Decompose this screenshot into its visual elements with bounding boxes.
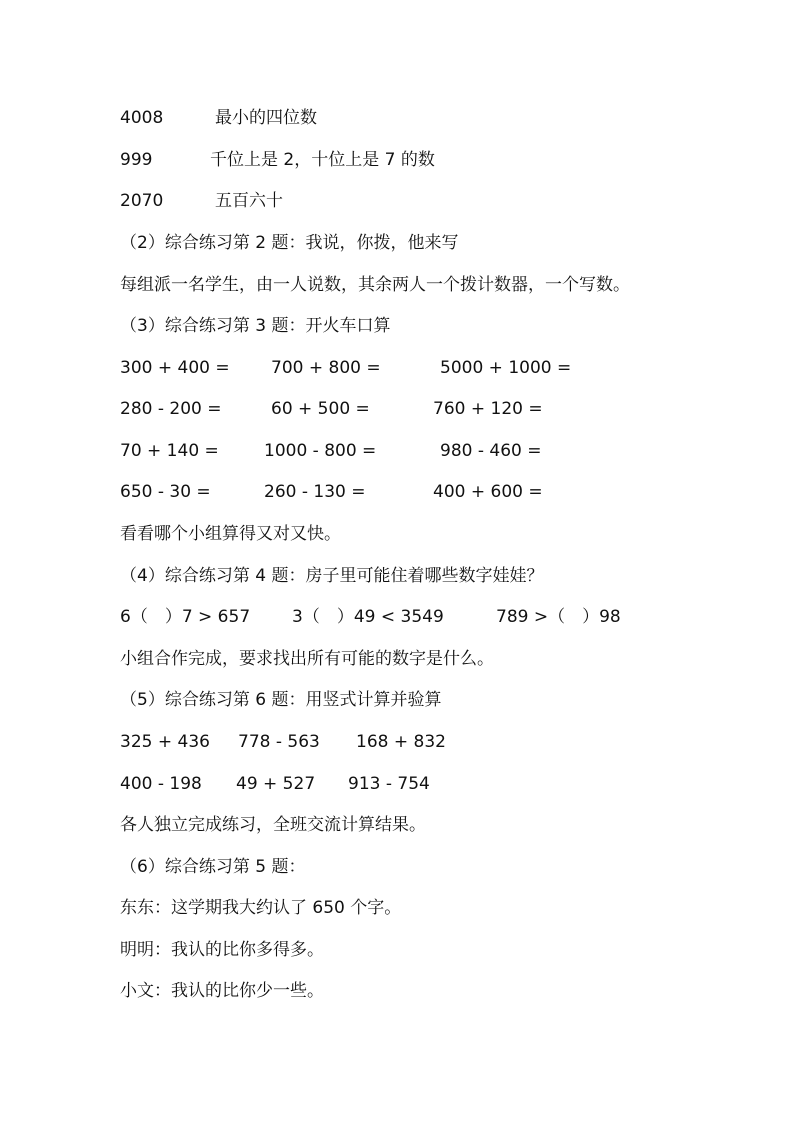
pair-number: 2070 <box>120 191 164 211</box>
oral-calc-item: 980 - 460 = <box>440 441 542 461</box>
vertical-calc-item: 168 + 832 <box>356 732 446 752</box>
section-6-title: （6）综合练习第 5 题： <box>120 857 306 877</box>
oral-calc-item: 650 - 30 = <box>120 482 211 502</box>
section-2-title: （2）综合练习第 2 题：我说，你拨，他来写 <box>120 233 459 253</box>
section-5-note: 各人独立完成练习，全班交流计算结果。 <box>120 815 426 835</box>
vertical-calc-item: 778 - 563 <box>238 732 320 752</box>
oral-calc-item: 400 + 600 = <box>433 482 543 502</box>
oral-calc-item: 5000 + 1000 = <box>440 358 572 378</box>
oral-calc-item: 760 + 120 = <box>433 399 543 419</box>
oral-calc-item: 700 + 800 = <box>271 358 381 378</box>
oral-calc-item: 300 + 400 = <box>120 358 230 378</box>
digit-fill-item: 789 >（ ）98 <box>496 607 621 627</box>
pair-description: 千位上是 2，十位上是 7 的数 <box>210 150 435 170</box>
section-4-title: （4）综合练习第 4 题：房子里可能住着哪些数字娃娃？ <box>120 566 544 586</box>
pair-number: 4008 <box>120 108 164 128</box>
oral-calc-item: 60 + 500 = <box>271 399 370 419</box>
section-4-note: 小组合作完成，要求找出所有可能的数字是什么。 <box>120 649 494 669</box>
pair-description: 最小的四位数 <box>215 108 317 128</box>
pair-description: 五百六十 <box>215 191 283 211</box>
pair-number: 999 <box>120 150 153 170</box>
vertical-calc-item: 400 - 198 <box>120 774 202 794</box>
oral-calc-item: 280 - 200 = <box>120 399 222 419</box>
vertical-calc-item: 325 + 436 <box>120 732 210 752</box>
oral-calc-item: 70 + 140 = <box>120 441 219 461</box>
vertical-calc-item: 49 + 527 <box>236 774 316 794</box>
oral-calc-item: 260 - 130 = <box>264 482 366 502</box>
dialogue-line: 明明：我认的比你多得多。 <box>120 940 324 960</box>
section-3-title: （3）综合练习第 3 题：开火车口算 <box>120 316 391 336</box>
vertical-calc-item: 913 - 754 <box>348 774 430 794</box>
dialogue-line: 小文：我认的比你少一些。 <box>120 981 324 1001</box>
digit-fill-item: 6（ ）7 > 657 <box>120 607 251 627</box>
section-3-note: 看看哪个小组算得又对又快。 <box>120 524 341 544</box>
section-5-title: （5）综合练习第 6 题：用竖式计算并验算 <box>120 690 442 710</box>
oral-calc-item: 1000 - 800 = <box>264 441 377 461</box>
section-2-description: 每组派一名学生，由一人说数，其余两人一个拨计数器，一个写数。 <box>120 275 630 295</box>
dialogue-line: 东东：这学期我大约认了 650 个字。 <box>120 898 402 918</box>
digit-fill-item: 3（ ）49 < 3549 <box>292 607 444 627</box>
